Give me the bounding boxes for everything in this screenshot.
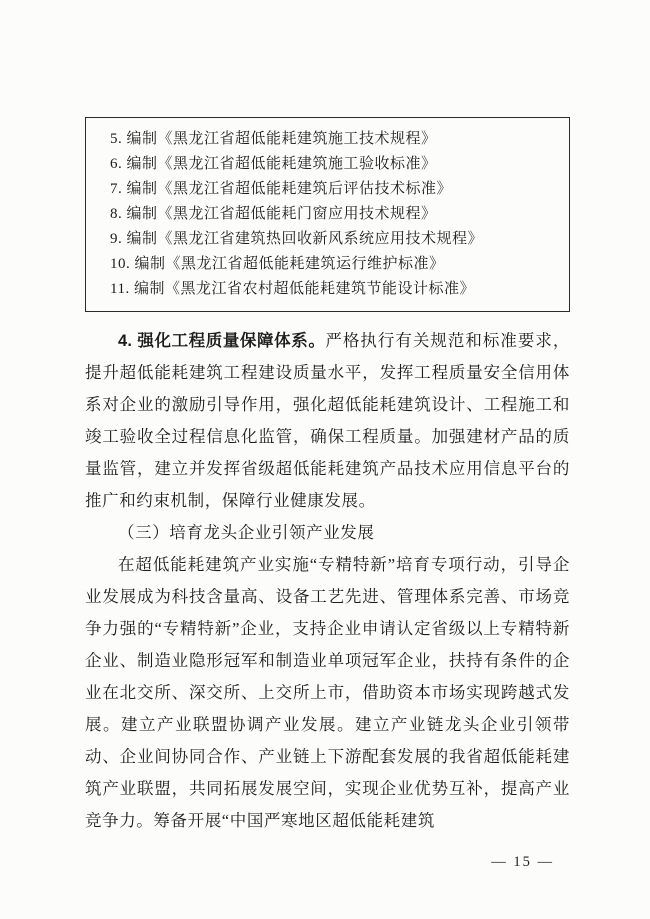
page-number: — 15 — [491,854,554,870]
document-body [85,325,570,837]
list-item: 9. 编制《黑龙江省建筑热回收新风系统应用技术规程》 [110,231,484,247]
section-heading: （三）培育龙头企业引领产业发展 [118,523,375,542]
list-item: 8. 编制《黑龙江省超低能耗门窗应用技术规程》 [110,206,437,222]
list-item: 7. 编制《黑龙江省超低能耗建筑后评估技术标准》 [110,181,453,197]
paragraph-industry-development: 在超低能耗建筑产业实施“专精特新”培育专项行动，引导企业发展成为科技含量高、设备工艺先进、管理体系完善、市场竞争力强的“专精特新”企业，支持企业申请认定省级以上专精特新企业、制造业隐形冠军和制造业单项冠军企业，扶持有条件的企业在北交所、深交所、上交所上市，借助资本市场实现跨越式发展。建立产业联盟协调产业发展。建立产业链龙头企业引领带动、企业间协同合作、产业链上下游配套发展的我省超低能耗建筑产业联盟，共同拓展发展空间，实现企业优势互补，提高产业竞争力。筹备开展“中国严寒地区超低能耗建筑 [85,555,570,830]
paragraph-lead-bold: 4. 强化工程质量保障体系。 [118,332,326,350]
list-item: 10. 编制《黑龙江省超低能耗建筑运行维护标准》 [110,256,445,272]
list-item: 6. 编制《黑龙江省超低能耗建筑施工验收标准》 [110,156,437,172]
standards-list-box [85,117,570,312]
paragraph-quality-assurance [85,325,570,517]
paragraph-lead-rest: 严格执行有关规范和标准要求，提升超低能耗建筑工程建设质量水平，发挥工程质量安全信用体系对企业的激励引导作用，强化超低能耗建筑设计、工程施工和竣工验收全过程信息化监管，确保工程质量。加强建材产品的质量监管，建立并发挥省级超低能耗建筑产品技术应用信息平台的推广和约束机制，保障行业健康发展。 [85,331,570,510]
list-item: 5. 编制《黑龙江省超低能耗建筑施工技术规程》 [110,131,437,147]
list-item: 11. 编制《黑龙江省农村超低能耗建筑节能设计标准》 [110,281,475,297]
